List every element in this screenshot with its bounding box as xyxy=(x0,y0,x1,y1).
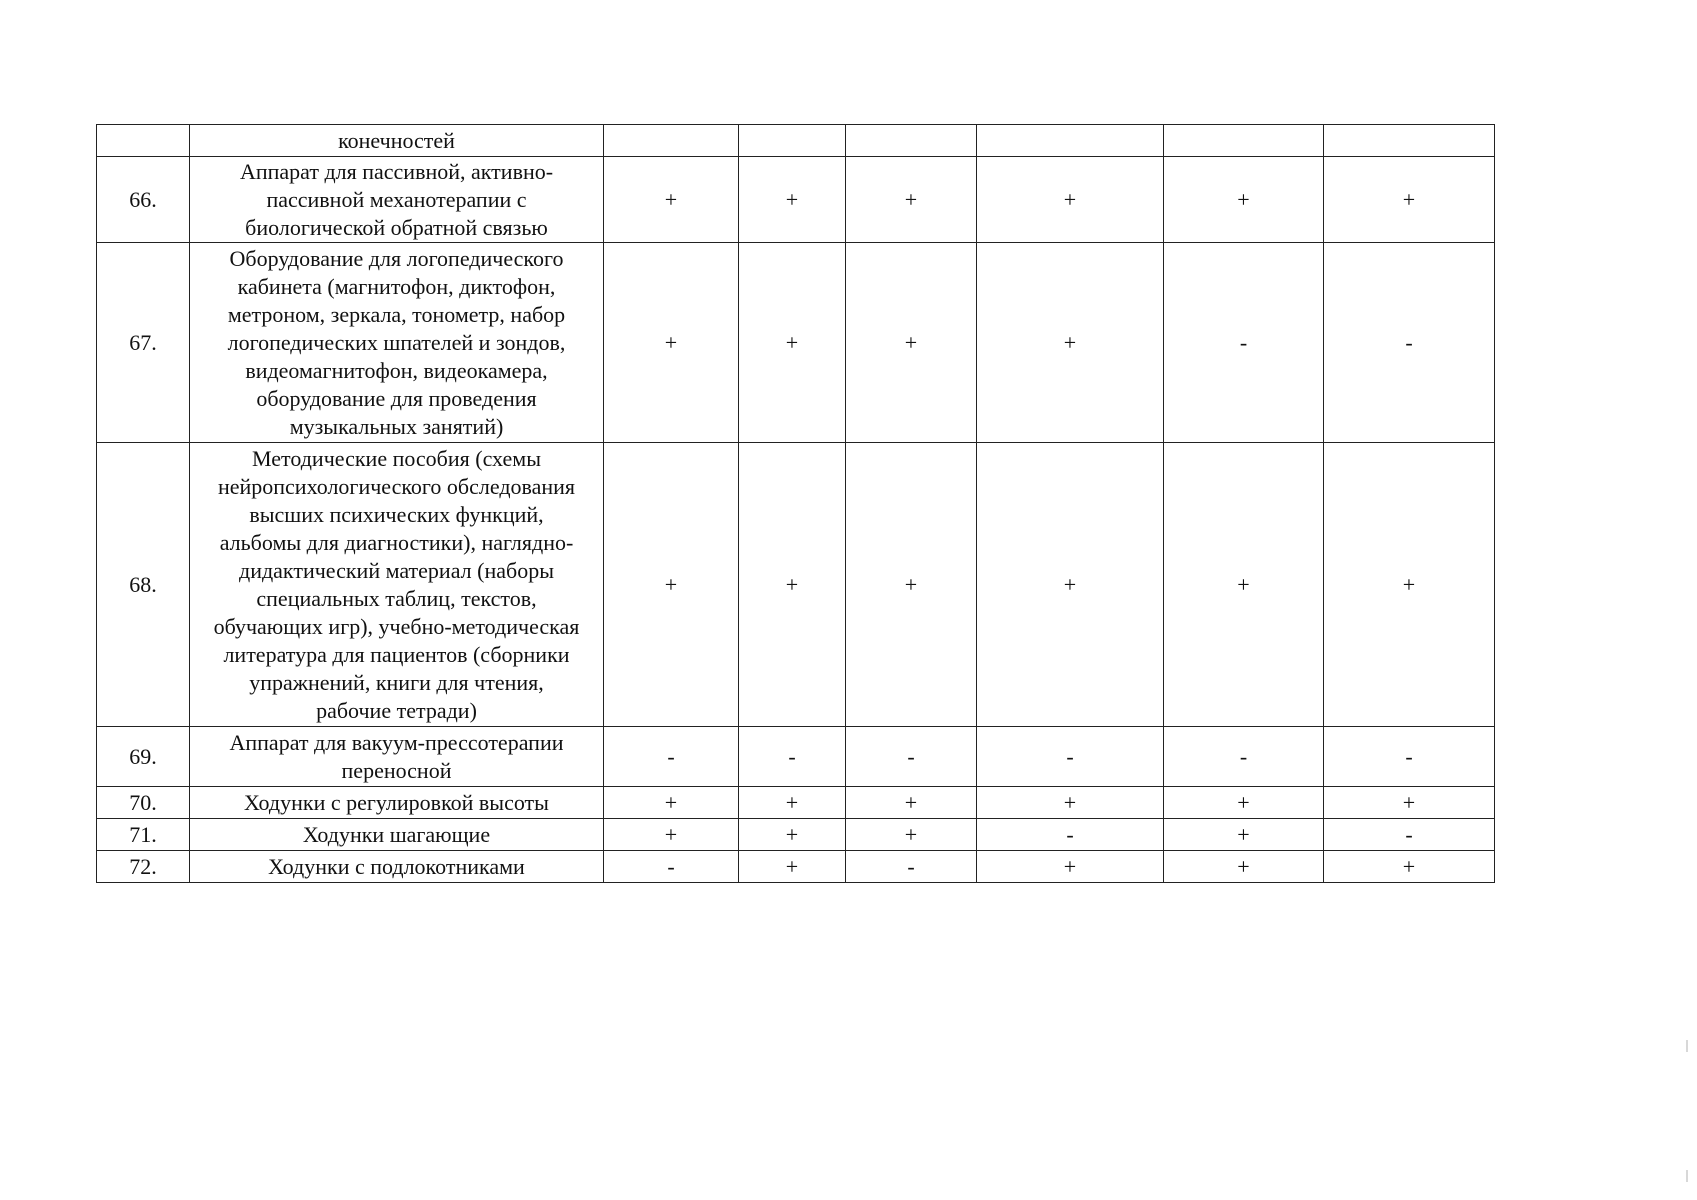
mark-cell xyxy=(1164,125,1324,157)
table-row xyxy=(97,157,1495,243)
mark-cell: + xyxy=(1324,443,1495,727)
mark-cell: + xyxy=(604,787,739,819)
mark-cell: + xyxy=(977,787,1164,819)
mark-cell xyxy=(604,125,739,157)
mark-cell: - xyxy=(739,727,846,787)
mark-cell: + xyxy=(846,157,977,243)
mark-cell: + xyxy=(1164,443,1324,727)
mark-cell: - xyxy=(604,727,739,787)
table-row xyxy=(97,125,1495,157)
equipment-name: Ходунки с регулировкой высоты xyxy=(190,787,604,819)
mark-cell: - xyxy=(604,851,739,883)
mark-cell: + xyxy=(1164,851,1324,883)
mark-cell: + xyxy=(604,243,739,443)
row-number: 66. xyxy=(97,157,190,243)
table-row xyxy=(97,243,1495,443)
row-number: 72. xyxy=(97,851,190,883)
mark-cell: + xyxy=(846,443,977,727)
mark-cell: - xyxy=(1164,727,1324,787)
mark-cell: + xyxy=(1164,819,1324,851)
mark-cell: + xyxy=(1164,157,1324,243)
mark-cell: + xyxy=(739,243,846,443)
mark-cell: + xyxy=(1324,157,1495,243)
mark-cell: + xyxy=(739,157,846,243)
mark-cell: + xyxy=(977,443,1164,727)
table-row xyxy=(97,851,1495,883)
mark-cell: + xyxy=(739,851,846,883)
mark-cell: + xyxy=(846,243,977,443)
mark-cell: - xyxy=(846,851,977,883)
mark-cell: - xyxy=(1324,243,1495,443)
table-row xyxy=(97,787,1495,819)
mark-cell: - xyxy=(977,727,1164,787)
row-number: 68. xyxy=(97,443,190,727)
equipment-name: Аппарат для вакуум-прессотерапии переносной xyxy=(190,727,604,787)
mark-cell: + xyxy=(846,787,977,819)
row-number: 70. xyxy=(97,787,190,819)
mark-cell: + xyxy=(604,157,739,243)
mark-cell: - xyxy=(1164,243,1324,443)
equipment-name: Ходунки с подлокотниками xyxy=(190,851,604,883)
scan-speck xyxy=(1686,1040,1688,1052)
table-row xyxy=(97,727,1495,787)
mark-cell: - xyxy=(1324,819,1495,851)
mark-cell: + xyxy=(1164,787,1324,819)
row-number xyxy=(97,125,190,157)
equipment-name: конечностей xyxy=(190,125,604,157)
mark-cell: + xyxy=(846,819,977,851)
equipment-name: Оборудование для логопедического кабинета (магнитофон, диктофон, метроном, зеркала, тонометр, набор логопедических шпателей и зондов, видеомагнитофон, видеокамера, оборудование для проведения музыкальных занятий) xyxy=(190,243,604,443)
equipment-name: Аппарат для пассивной, активно- пассивной механотерапии с биологической обратной связью xyxy=(190,157,604,243)
row-number: 71. xyxy=(97,819,190,851)
mark-cell: + xyxy=(739,443,846,727)
mark-cell: + xyxy=(977,157,1164,243)
mark-cell: + xyxy=(739,787,846,819)
scan-speck xyxy=(1686,1170,1688,1182)
row-number: 69. xyxy=(97,727,190,787)
mark-cell: + xyxy=(977,243,1164,443)
mark-cell: + xyxy=(1324,851,1495,883)
table-row xyxy=(97,819,1495,851)
mark-cell xyxy=(977,125,1164,157)
table-row xyxy=(97,443,1495,727)
equipment-name: Методические пособия (схемы нейропсихологического обследования высших психических функций, альбомы для диагностики), наглядно- дидактический материал (наборы специальных таблиц, текстов, обучающих игр), учебно-методическая литература для пациентов (сборники упражнений, книги для чтения, рабочие тетради) xyxy=(190,443,604,727)
mark-cell: + xyxy=(977,851,1164,883)
equipment-name: Ходунки шагающие xyxy=(190,819,604,851)
row-number: 67. xyxy=(97,243,190,443)
mark-cell: + xyxy=(739,819,846,851)
mark-cell: - xyxy=(1324,727,1495,787)
mark-cell xyxy=(1324,125,1495,157)
mark-cell xyxy=(739,125,846,157)
mark-cell: + xyxy=(1324,787,1495,819)
mark-cell: + xyxy=(604,443,739,727)
mark-cell: + xyxy=(604,819,739,851)
mark-cell: - xyxy=(846,727,977,787)
equipment-table xyxy=(96,124,1495,883)
mark-cell: - xyxy=(977,819,1164,851)
mark-cell xyxy=(846,125,977,157)
